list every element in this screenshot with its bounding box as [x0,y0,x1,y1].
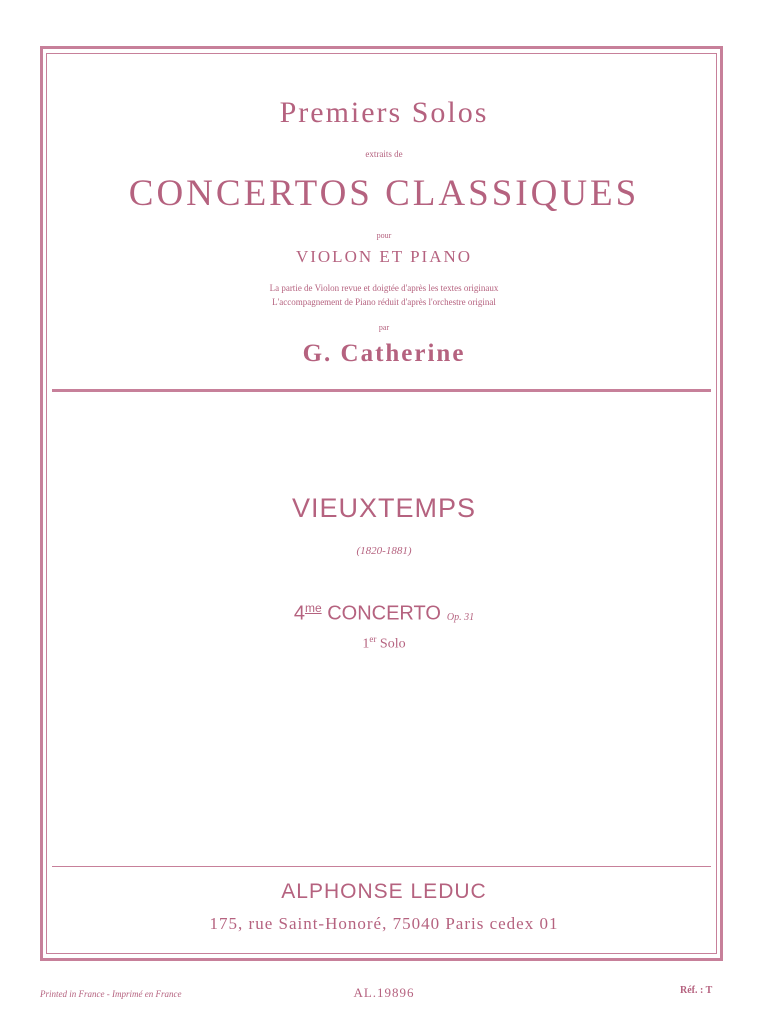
work-number-suffix: me [304,601,322,615]
editor-name: G. Catherine [302,340,466,367]
divider-top [52,389,711,392]
catalog-number: AL.19896 [353,985,415,1000]
opus-number: Op. 31 [446,611,475,623]
solo-number-suffix: er [369,634,377,644]
solo-number: 1 [362,636,370,652]
extraits-label: extraits de [365,149,403,159]
composer-dates: (1820-1881) [356,545,412,557]
publisher-address: 175, rue Saint-Honoré, 75040 Paris cedex 01 [209,914,559,933]
collection-title: CONCERTOS CLASSIQUES [128,173,640,214]
work-title-text: CONCERTO [327,602,441,625]
series-title: Premiers Solos [279,96,489,129]
publisher-name: ALPHONSE LEDUC [281,880,487,903]
par-label: par [378,323,390,332]
composer-name: VIEUXTEMPS [291,493,477,523]
work-title [0,601,768,626]
instrumentation: VIOLON ET PIANO [295,247,473,266]
edition-note-piano: L'accompagnement de Piano réduit d'après l'orchestre original [272,297,496,307]
divider-bottom [52,866,711,867]
work-number: 4 [293,602,305,625]
solo-text: Solo [379,636,406,652]
edition-note-violin: La partie de Violon revue et doigtée d'après les textes originaux [269,283,499,293]
pour-label: pour [376,231,392,240]
reference-code: Réf. : T [680,985,713,996]
printed-in-france: Printed in France - Imprimé en France [40,989,182,999]
solo-label [0,634,768,653]
